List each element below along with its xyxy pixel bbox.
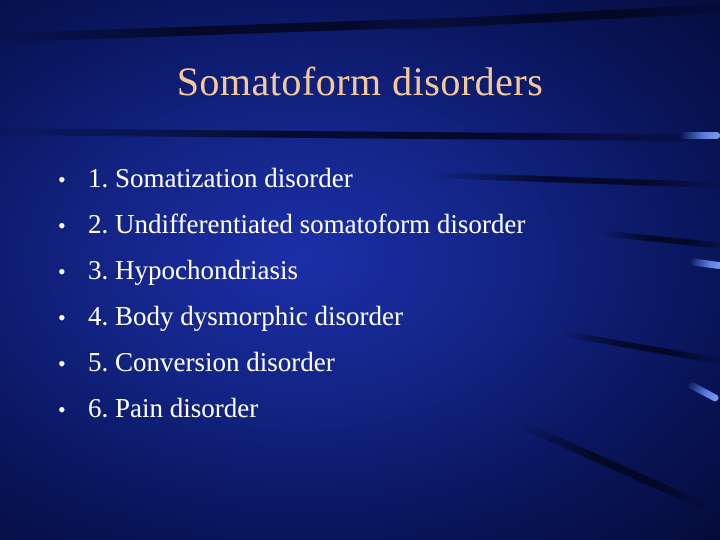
list-item (58, 393, 525, 439)
list-item (58, 347, 525, 393)
bullet-icon: • (58, 167, 66, 192)
bullet-icon: • (58, 259, 66, 284)
list-item (58, 209, 525, 255)
background-accent (690, 258, 720, 269)
slide-title: Somatoform disorders (176, 59, 544, 104)
list-item (58, 301, 525, 347)
list-item (58, 163, 525, 209)
list-item-text: 2. Undifferentiated somatoform disorder (88, 209, 526, 239)
background-streak (600, 230, 720, 250)
background-streak (518, 420, 713, 513)
background-accent (686, 380, 719, 402)
list-item-text: 6. Pain disorder (88, 393, 259, 423)
bullet-icon: • (58, 213, 66, 238)
list-item-text: 1. Somatization disorder (88, 163, 353, 193)
background-streak (559, 330, 720, 365)
bullet-list (58, 163, 525, 439)
background-streak (0, 128, 720, 142)
list-item-text: 3. Hypochondriasis (88, 255, 298, 285)
bullet-icon: • (58, 397, 66, 422)
background-accent (680, 132, 720, 139)
list-item-text: 4. Body dysmorphic disorder (88, 301, 403, 331)
bullet-icon: • (58, 351, 66, 376)
list-item-text: 5. Conversion disorder (88, 347, 335, 377)
bullet-icon: • (58, 305, 66, 330)
background-streak (380, 3, 720, 31)
list-item (58, 255, 525, 301)
